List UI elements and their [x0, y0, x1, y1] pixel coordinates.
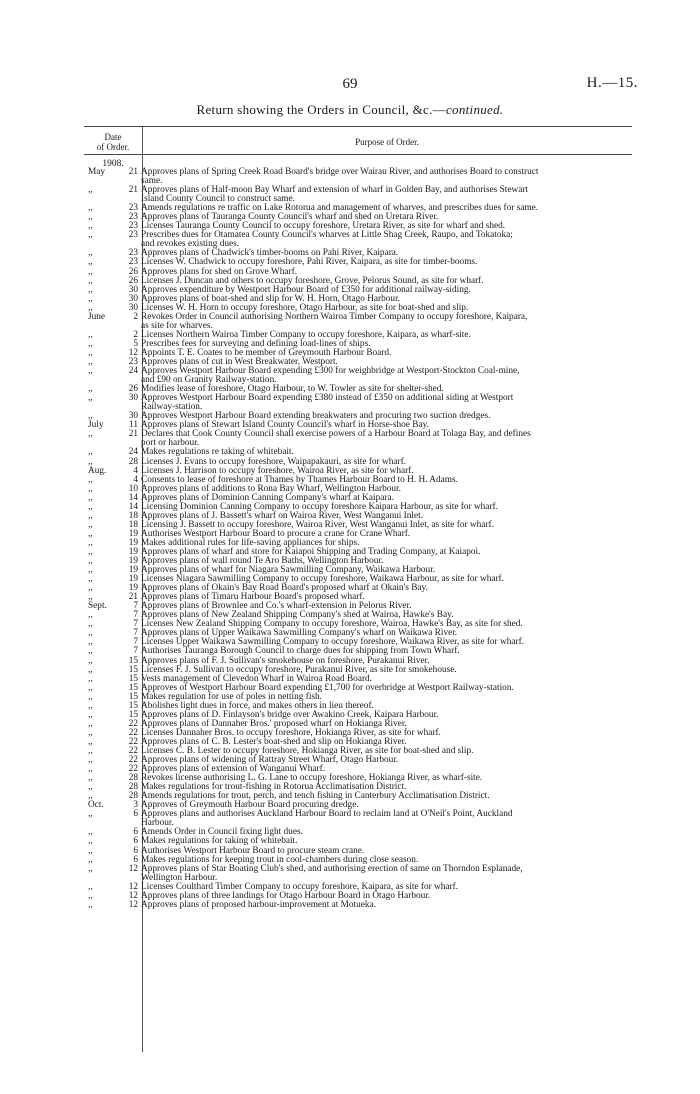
purpose-line: Approves plans of Dominion Canning Company's wharf at Kaipara.	[141, 492, 394, 503]
order-day: 15	[128, 664, 138, 675]
purpose-line: Approves plans of proposed harbour-improvement at Motueka.	[141, 899, 377, 910]
purpose-line: Licensing Dominion Canning Company to occupy foreshore Kaipara Harbour, as site for wharf.	[141, 501, 498, 512]
purpose-continuation: and £90 on Granity Railway-station.	[141, 375, 277, 386]
purpose-line: Approves plans of Okain's Bay Road Board's proposed wharf at Okain's Bay.	[141, 583, 428, 594]
purpose-line: Approves plans of Stewart Island County Council's wharf in Horse-shoe Bay.	[141, 420, 429, 431]
order-day: 28	[128, 773, 138, 784]
table-row	[84, 810, 632, 828]
order-month: ,,	[88, 764, 93, 775]
purpose-line: Consents to lease of foreshore at Thames by Thames Harbour Board to H. H. Adams.	[141, 474, 458, 485]
purpose-line: Licenses Dannaher Bros. to occupy foreshore, Hokianga River, as site for wharf.	[141, 727, 441, 738]
order-day: 21	[128, 167, 138, 177]
order-month: ,,	[88, 411, 93, 422]
purpose-line: Approves plans of wharf and store for Kaiapoi Shipping and Trading Company, at Kaiapoi.	[141, 546, 481, 557]
order-day: 7	[133, 646, 138, 657]
purpose-line: Licenses Upper Waikawa Sawmilling Company to occupy foreshore, Waikawa River, as site for wharf.	[141, 637, 524, 648]
order-day: 6	[133, 827, 138, 838]
purpose-line: Approves plans of extension of Wanganui Wharf.	[141, 764, 326, 775]
order-day: 15	[128, 700, 138, 711]
order-month: May	[88, 167, 106, 177]
order-month: ,,	[88, 664, 93, 675]
order-month: ,,	[88, 447, 93, 458]
order-month: ,,	[88, 845, 93, 856]
purpose-line: Prescribes fees for surveying and defining load-lines of ships.	[141, 338, 371, 349]
order-month: ,,	[88, 854, 93, 865]
order-day: 28	[128, 456, 138, 467]
purpose-line: Makes regulation for use of poles in netting fish.	[141, 691, 322, 702]
table-row	[84, 367, 632, 385]
order-month: ,,	[88, 212, 93, 223]
purpose-continuation: as site for wharves.	[141, 320, 213, 331]
order-day: 2	[133, 329, 138, 340]
order-day: 23	[128, 230, 138, 241]
column-header-date	[84, 132, 142, 152]
table-row	[84, 231, 632, 249]
title-continued: continued.	[445, 102, 504, 117]
order-day: 24	[128, 447, 138, 458]
order-month: ,,	[88, 366, 93, 377]
order-day: 18	[128, 510, 138, 521]
date-header-line2: of Order.	[96, 142, 130, 152]
order-month: ,,	[88, 565, 93, 576]
purpose-line: Approves Westport Harbour Board expending £380 instead of £350 on additional siding at Westport	[141, 393, 514, 404]
purpose-line: Licenses Tauranga County Council to occupy foreshore, Uretara River, as site for wharf and shed.	[141, 221, 506, 232]
purpose-line: Licenses New Zealand Shipping Company to occupy foreshore, Wairoa, Hawke's Bay, as site for shed.	[141, 619, 523, 630]
order-day: 19	[128, 546, 138, 557]
order-month: ,,	[88, 528, 93, 539]
purpose-line: Approves plans of Tauranga County Council's wharf and shed on Uretara River.	[141, 212, 439, 223]
purpose-line: Licenses C. B. Lester to occupy foreshore, Hokianga River, as site for boat-shed and slip.	[141, 746, 474, 756]
order-day: 7	[133, 610, 138, 621]
order-purpose	[138, 430, 632, 448]
purpose-line: Approves plans of widening of Rattray Street Wharf, Otago Harbour.	[141, 755, 399, 766]
table-top-rule	[84, 126, 632, 127]
purpose-continuation: port or harbour.	[141, 438, 200, 449]
order-day: 2	[133, 311, 138, 322]
table-row	[84, 430, 632, 448]
order-month: ,,	[88, 302, 93, 313]
order-day: 26	[128, 384, 138, 395]
order-day: 12	[128, 863, 138, 874]
purpose-line: Approves plans of J. Bassett's wharf on Wairoa River, West Wanganui Inlet.	[141, 510, 424, 521]
order-month: ,,	[88, 791, 93, 802]
order-month: ,,	[88, 718, 93, 729]
purpose-line: Licenses Northern Wairoa Timber Company to occupy foreshore, Kaipara, as wharf-site.	[141, 329, 471, 340]
order-day: 12	[128, 881, 138, 892]
purpose-continuation: Railway-station.	[141, 402, 203, 413]
order-day: 23	[128, 248, 138, 259]
order-month: ,,	[88, 709, 93, 720]
order-day: 23	[128, 203, 138, 214]
order-month: ,,	[88, 185, 93, 196]
order-day: 30	[128, 411, 138, 422]
order-day: 6	[133, 809, 138, 820]
order-day: 22	[128, 755, 138, 766]
order-month: ,,	[88, 266, 93, 277]
order-day: 15	[128, 655, 138, 666]
order-month: ,,	[88, 519, 93, 530]
order-month: ,,	[88, 827, 93, 838]
order-purpose	[138, 231, 632, 249]
purpose-line: Revokes license authorising L. G. Lane to occupy foreshore, Hokianga River, as wharf-site.	[141, 773, 483, 784]
purpose-line: Approves plans for shed on Grove Wharf.	[141, 266, 298, 277]
order-day: 19	[128, 556, 138, 567]
purpose-line: Approves plans of D. Finlayson's bridge over Awakino Creek, Kaipara Harbour.	[141, 709, 439, 720]
purpose-line: Approves plans of New Zealand Shipping Company's shed at Wairoa, Hawke's Bay.	[141, 610, 454, 621]
order-day: 24	[128, 366, 138, 377]
order-day: 15	[128, 709, 138, 720]
purpose-line: Declares that Cook County Council shall exercise powers of a Harbour Board at Tolaga Bay, and defines	[141, 429, 531, 440]
purpose-continuation: and revokes existing dues.	[141, 239, 240, 250]
order-month: ,,	[88, 347, 93, 358]
table-row	[84, 394, 632, 412]
order-month: ,,	[88, 700, 93, 711]
order-day: 12	[128, 899, 138, 910]
purpose-line: Licensing J. Bassett to occupy foreshore, Wairoa River, West Wanganui Inlet, as site for wharf.	[141, 519, 494, 530]
order-month: ,,	[88, 384, 93, 395]
order-month: Aug.	[88, 465, 107, 476]
order-day: 4	[133, 465, 138, 476]
purpose-line: Amends regulations for trout, perch, and tench fishing in Canterbury Acclimatisation District.	[141, 791, 490, 802]
order-month: Sept.	[88, 601, 107, 612]
order-day: 3	[133, 800, 138, 811]
order-day: 10	[128, 483, 138, 494]
table-row	[84, 865, 632, 883]
purpose-line: Licenses W. Chadwick to occupy foreshore, Pahi River, Kaipara, as site for timber-booms.	[141, 257, 478, 268]
order-month: ,,	[88, 809, 93, 820]
order-day: 15	[128, 673, 138, 684]
order-month: ,,	[88, 610, 93, 621]
purpose-line: Approves plans of F. J. Sullivan's smokehouse on foreshore, Purakanui River.	[141, 655, 430, 666]
order-day: 12	[128, 890, 138, 901]
purpose-line: Licenses W. H. Horn to occupy foreshore, Otago Harbour, as site for boat-shed and slip.	[141, 302, 469, 313]
order-month: ,,	[88, 257, 93, 268]
purpose-line: Approves plans of Half-moon Bay Wharf and extension of wharf in Golden Bay, and authorises Stewart	[141, 185, 529, 196]
order-day: 14	[128, 501, 138, 512]
purpose-line: Makes regulations for keeping trout in cool-chambers during close season.	[141, 854, 419, 865]
purpose-line: Makes regulations for trout-fishing in Rotorua Acclimatisation District.	[141, 782, 407, 793]
purpose-line: Authorises Tauranga Borough Council to charge dues for shipping from Town Wharf.	[141, 646, 460, 657]
order-day: 30	[128, 293, 138, 304]
order-month: ,,	[88, 890, 93, 901]
order-month: ,,	[88, 899, 93, 910]
order-day: 28	[128, 791, 138, 802]
purpose-line: Vests management of Clevedon Wharf in Wairoa Road Board.	[141, 673, 373, 684]
order-purpose	[138, 394, 632, 412]
order-month: ,,	[88, 293, 93, 304]
purpose-line: Licenses J. Evans to occupy foreshore, Waipapakauri, as site for wharf.	[141, 456, 406, 467]
order-day: 21	[128, 592, 138, 603]
order-day: 22	[128, 764, 138, 775]
order-month: ,,	[88, 221, 93, 232]
order-day: 22	[128, 746, 138, 756]
purpose-line: Abolishes light dues in force, and makes others in lieu thereof.	[141, 700, 374, 711]
order-month: ,,	[88, 474, 93, 485]
order-month: ,,	[88, 619, 93, 630]
purpose-line: Prescribes dues for Otamatea County Council's wharves at Little Shag Creek, Raupo, and Tokatoka;	[141, 230, 513, 241]
order-purpose	[138, 865, 632, 883]
order-month: ,,	[88, 556, 93, 567]
order-purpose	[138, 313, 632, 331]
order-day: 15	[128, 682, 138, 693]
purpose-line: Approves plans of Dannaher Bros.' proposed wharf on Hokianga River.	[141, 718, 407, 729]
order-month: ,,	[88, 537, 93, 548]
order-month: ,,	[88, 546, 93, 557]
order-day: 5	[133, 338, 138, 349]
purpose-line: Revokes Order in Council authorising Northern Wairoa Timber Company to occupy foreshore, Kaipara,	[141, 311, 528, 322]
order-day: 18	[128, 519, 138, 530]
purpose-line: Approves Westport Harbour Board extending breakwaters and procuring two suction dredges.	[141, 411, 491, 422]
order-day: 26	[128, 266, 138, 277]
purpose-line: Approves plans of wharf for Niagara Sawmilling Company, Waikawa Harbour.	[141, 565, 436, 576]
order-month: ,,	[88, 773, 93, 784]
purpose-continuation: Harbour.	[141, 818, 174, 829]
purpose-line: Authorises Westport Harbour Board to procure a crane for Crane Wharf.	[141, 528, 411, 539]
order-day: 23	[128, 212, 138, 223]
table-row	[84, 168, 632, 186]
order-day: 23	[128, 356, 138, 367]
purpose-line: Approves plans of Brownlee and Co.'s wharf-extension in Pelorus River.	[141, 601, 412, 612]
purpose-line: Licenses Coulthard Timber Company to occupy foreshore, Kaipara, as site for wharf.	[141, 881, 459, 892]
document-reference: H.—15.	[586, 75, 638, 91]
order-month: ,,	[88, 782, 93, 793]
order-month: ,,	[88, 628, 93, 639]
table-row	[84, 901, 632, 910]
purpose-line: Approves plans of Chadwick's timber-booms on Pahi River, Kaipara.	[141, 248, 399, 259]
order-month: ,,	[88, 501, 93, 512]
purpose-line: Amends regulations re traffic on Lake Rotorua and management of wharves, and prescribes dues for same.	[141, 203, 539, 214]
purpose-line: Approves plans of C. B. Lester's boat-shed and slip on Hokianga River.	[141, 736, 407, 747]
order-month: ,,	[88, 429, 93, 440]
date-header-line1: Date	[104, 132, 122, 142]
order-month: ,,	[88, 248, 93, 259]
title-lead: Return showing the Orders in Council, &c.—	[196, 102, 446, 117]
order-day: 21	[128, 429, 138, 440]
purpose-line: Approves plans of Upper Waikawa Sawmilling Company's wharf on Waikawa River.	[141, 628, 458, 639]
order-month: ,,	[88, 393, 93, 404]
order-day: 22	[128, 718, 138, 729]
order-day: 7	[133, 601, 138, 612]
column-header-purpose: Purpose of Order.	[355, 137, 419, 147]
order-month: ,,	[88, 755, 93, 766]
purpose-line: Approves of Westport Harbour Board expending £1,700 for overbridge at Westport Railway-station.	[141, 682, 514, 693]
purpose-continuation: same.	[141, 176, 163, 187]
order-month: ,,	[88, 456, 93, 467]
order-month: ,,	[88, 583, 93, 594]
order-day: 7	[133, 628, 138, 639]
order-day: 7	[133, 637, 138, 648]
order-purpose	[138, 367, 632, 385]
purpose-line: Approves plans of Timaru Harbour Board's proposed wharf.	[141, 592, 365, 603]
order-month: ,,	[88, 356, 93, 367]
order-month: ,,	[88, 727, 93, 738]
order-purpose	[138, 186, 632, 204]
order-month: ,,	[88, 510, 93, 521]
order-month: ,,	[88, 230, 93, 241]
order-day: 22	[128, 727, 138, 738]
order-day: 6	[133, 836, 138, 847]
purpose-line: Approves plans of three landings for Otago Harbour Board in Otago Harbour.	[141, 890, 431, 901]
order-day: 19	[128, 583, 138, 594]
order-day: 28	[128, 782, 138, 793]
order-month: ,,	[88, 574, 93, 585]
purpose-line: Approves plans of boat-shed and slip for W. H. Horn, Otago Harbour.	[141, 293, 400, 304]
order-month: ,,	[88, 736, 93, 747]
order-purpose	[138, 810, 632, 828]
order-month: June	[88, 311, 106, 322]
purpose-line: Makes regulations re taking of whitebait.	[141, 447, 294, 458]
table-row	[84, 313, 632, 331]
purpose-line: Licenses Niagara Sawmilling Company to occupy foreshore, Waikawa Harbour, as site for wharf.	[141, 574, 504, 585]
order-month: ,,	[88, 881, 93, 892]
purpose-line: Approves plans of additions to Rona Bay Wharf, Wellington Harbour.	[141, 483, 401, 494]
order-month: ,,	[88, 655, 93, 666]
order-month: ,,	[88, 492, 93, 503]
order-day: 12	[128, 347, 138, 358]
purpose-continuation: Wellington Harbour.	[141, 872, 218, 883]
purpose-line: Makes additional rules for life-saving appliances for ships.	[141, 537, 360, 548]
purpose-line: Licenses F. J. Sullivan to occupy foreshore, Purakanui River, as site for smokehouse.	[141, 664, 457, 675]
purpose-line: Amends Order in Council fixing light dues.	[141, 827, 303, 838]
order-month: ,,	[88, 673, 93, 684]
order-month: ,,	[88, 329, 93, 340]
purpose-continuation: Island County Council to construct same.	[141, 194, 295, 205]
order-day: 6	[133, 854, 138, 865]
order-day: 30	[128, 302, 138, 313]
order-month: ,,	[88, 637, 93, 648]
order-day: 30	[128, 393, 138, 404]
order-day: 4	[133, 474, 138, 485]
purpose-line: Modifies lease of foreshore, Otago Harbour, to W. Towler as site for shelter-shed.	[141, 384, 444, 395]
order-day: 15	[128, 691, 138, 702]
order-month: July	[88, 420, 104, 431]
order-purpose	[138, 901, 632, 910]
purpose-line: Licenses J. Duncan and others to occupy foreshore, Grove, Pelorus Sound, as site for wharf.	[141, 275, 484, 286]
order-day: 19	[128, 528, 138, 539]
order-month: ,,	[88, 836, 93, 847]
order-day: 11	[129, 420, 138, 431]
table-header-rule	[84, 154, 632, 155]
order-month: ,,	[88, 483, 93, 494]
order-purpose	[138, 168, 632, 186]
page-number: 69	[342, 76, 358, 92]
purpose-line: Approves of Greymouth Harbour Board procuring dredge.	[141, 800, 359, 811]
purpose-line: Approves plans of cut in West Breakwater, Westport.	[141, 356, 338, 367]
purpose-line: Approves expenditure by Westport Harbour Board of £350 for additional railway-siding.	[141, 284, 471, 295]
order-month: ,,	[88, 682, 93, 693]
order-day: 23	[128, 257, 138, 268]
order-day: 23	[128, 221, 138, 232]
order-day: 6	[133, 845, 138, 856]
orders-table	[84, 168, 632, 910]
purpose-line: Makes regulations for taking of whitebait.	[141, 836, 298, 847]
order-day: 30	[128, 284, 138, 295]
purpose-line: Authorises Westport Harbour Board to procure steam crane.	[141, 845, 365, 856]
purpose-line: Approves plans of Spring Creek Road Board's bridge over Wairau River, and authorises Board to construct	[141, 167, 539, 177]
order-month: ,,	[88, 646, 93, 657]
purpose-line: Licenses J. Harrison to occupy foreshore, Wairoa River, as site for wharf.	[141, 465, 414, 476]
table-row	[84, 186, 632, 204]
order-month: ,,	[88, 746, 93, 756]
order-month: ,,	[88, 275, 93, 286]
order-month: ,,	[88, 284, 93, 295]
purpose-line: Approves plans of wall round Te Aro Baths, Wellington Harbour.	[141, 556, 384, 567]
order-day: 19	[128, 574, 138, 585]
purpose-line: Approves plans and authorises Auckland Harbour Board to reclaim land at O'Neil's Point, Auckland	[141, 809, 513, 820]
order-day: 21	[128, 185, 138, 196]
year-label: 1908.	[102, 159, 124, 169]
order-day: 14	[128, 492, 138, 503]
order-day: 26	[128, 275, 138, 286]
order-day: 22	[128, 736, 138, 747]
order-month: Oct.	[88, 800, 104, 811]
purpose-line: Approves plans of Star Boating Club's shed, and authorising erection of same on Thorndon Esplanade,	[141, 863, 523, 874]
order-month: ,,	[88, 338, 93, 349]
order-day: 19	[128, 565, 138, 576]
purpose-line: Appoints T. E. Coates to be member of Greymouth Harbour Board.	[141, 347, 392, 358]
page-title	[0, 102, 700, 118]
order-day: 19	[128, 537, 138, 548]
order-month: ,,	[88, 691, 93, 702]
order-month: ,,	[88, 203, 93, 214]
purpose-line: Approves Westport Harbour Board expending £300 for weighbridge at Westport-Stockton Coal-mine,	[141, 366, 520, 377]
order-month: ,,	[88, 592, 93, 603]
order-day: 7	[133, 619, 138, 630]
order-month: ,,	[88, 863, 93, 874]
